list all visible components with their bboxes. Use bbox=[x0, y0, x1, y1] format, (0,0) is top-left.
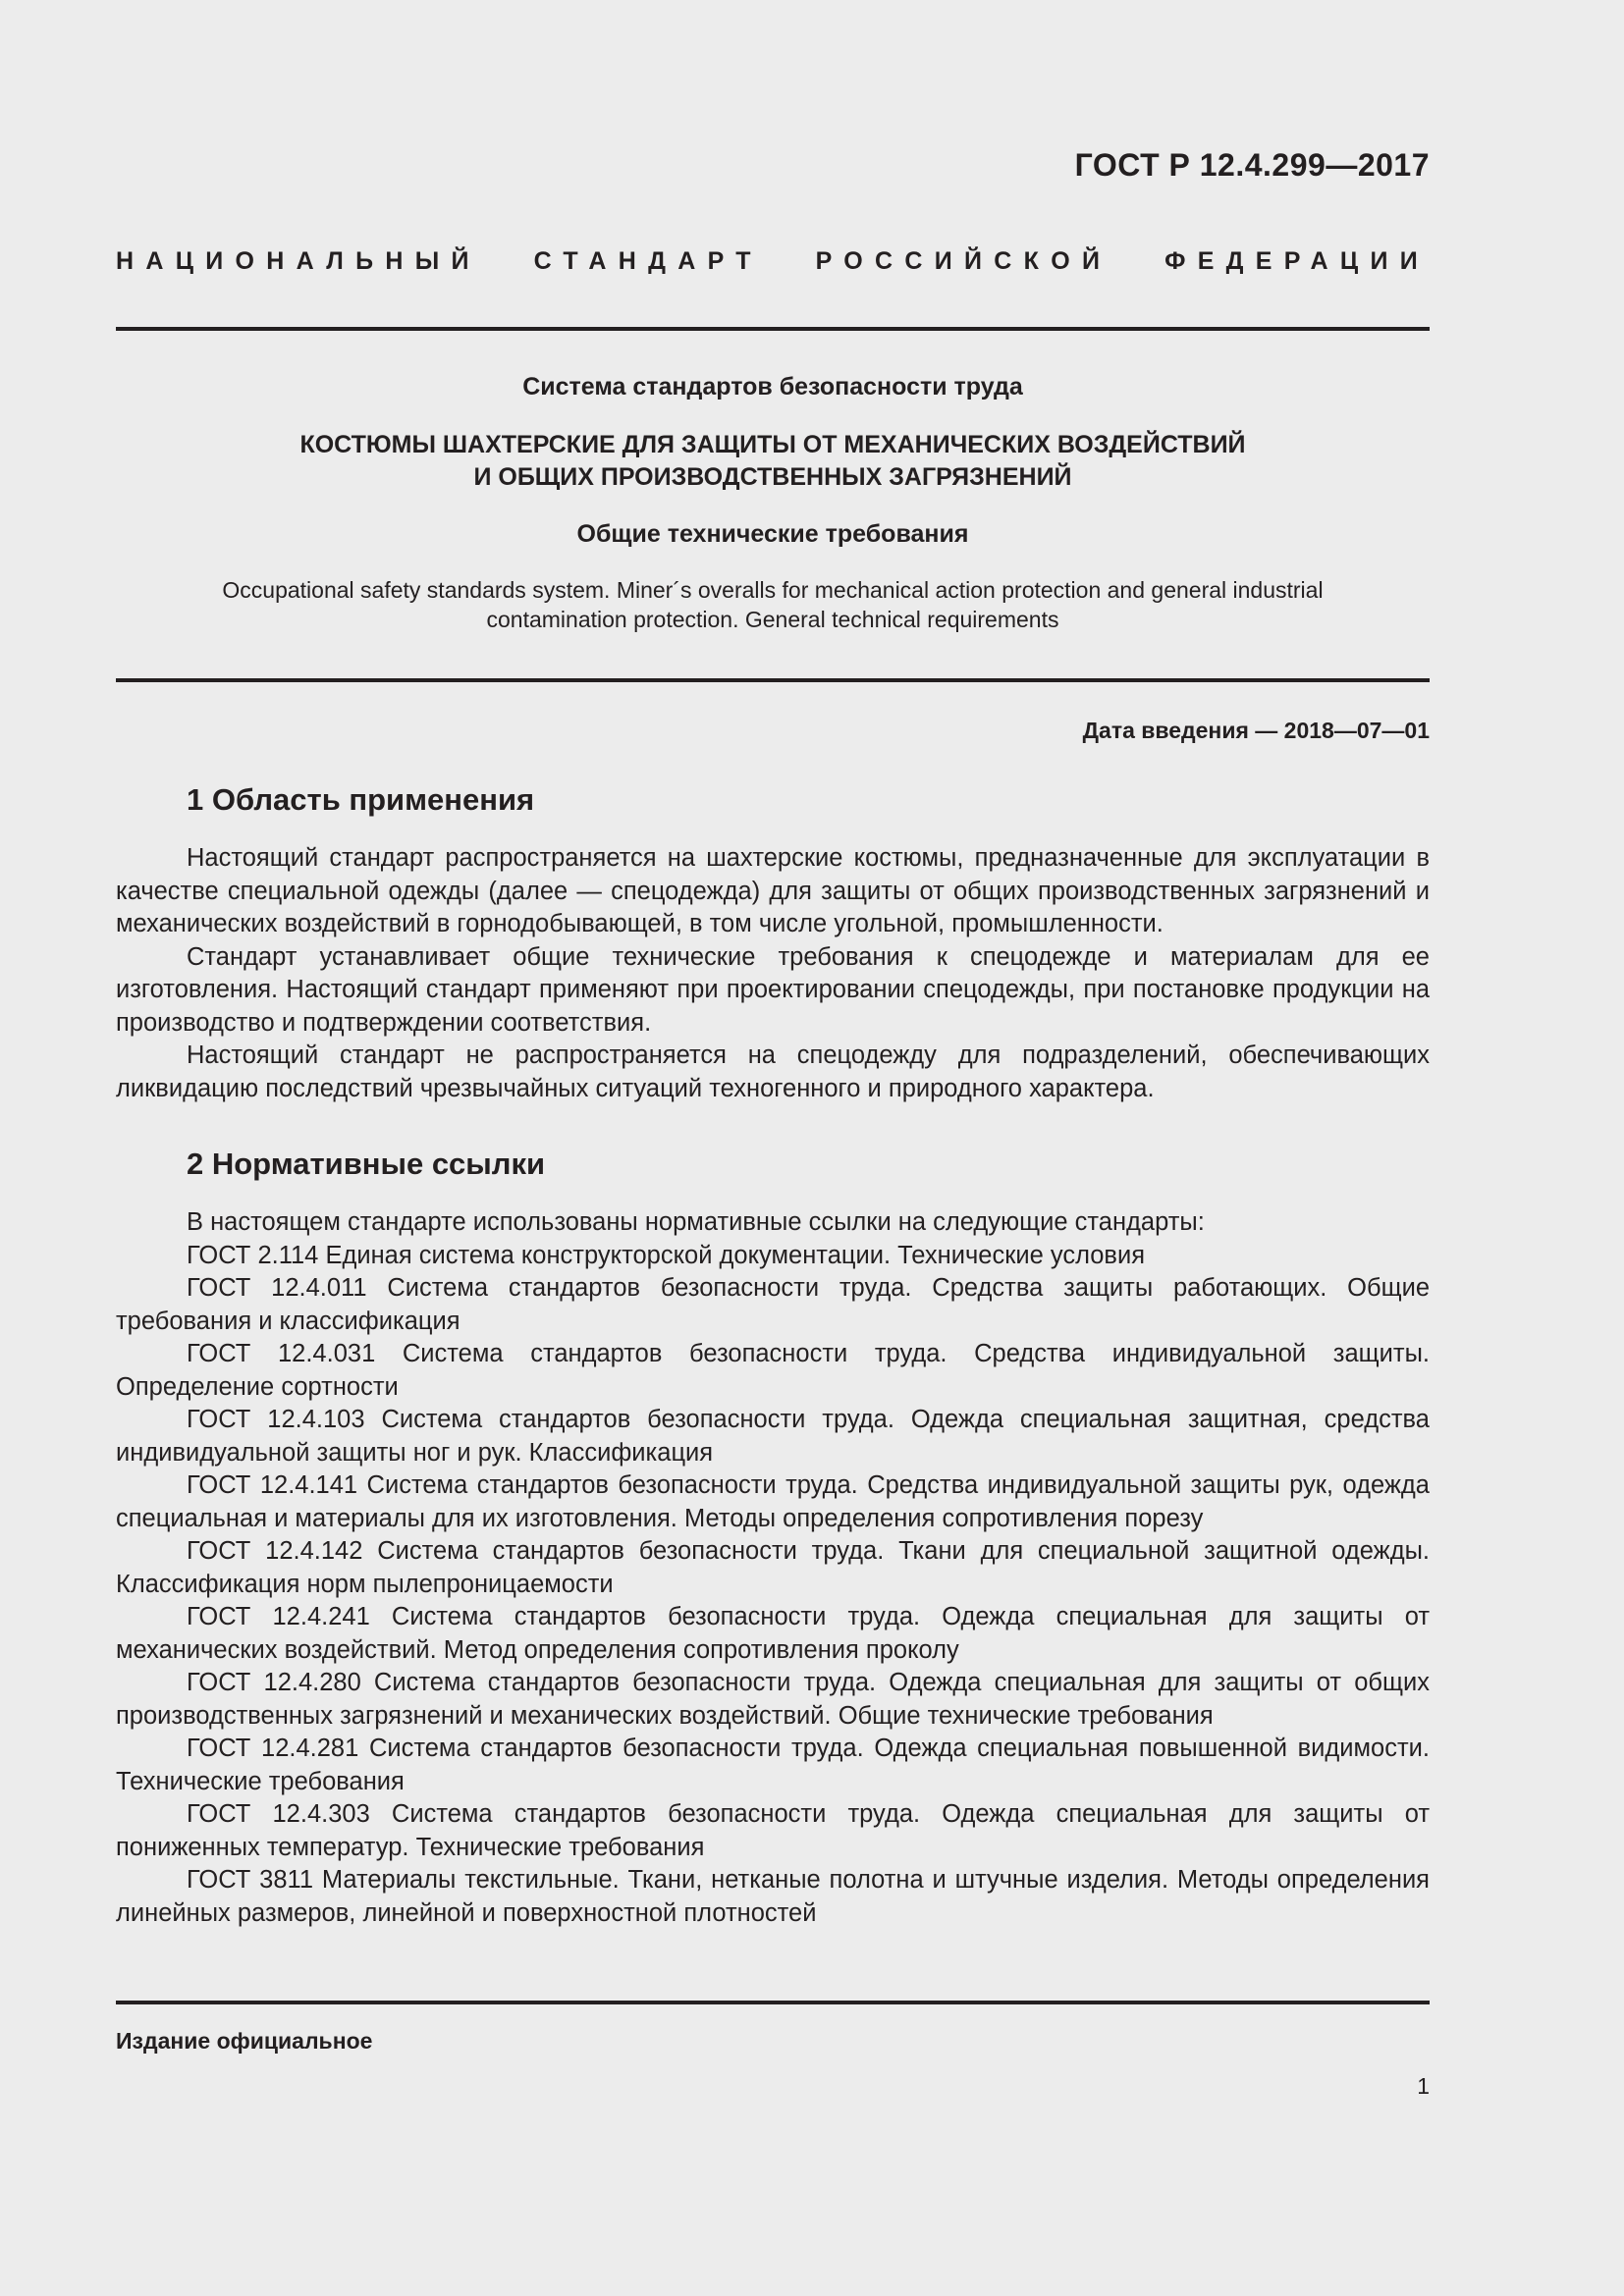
top-divider bbox=[116, 327, 1430, 331]
standards-series: Система стандартов безопасности труда bbox=[522, 373, 1023, 400]
document-subtitle: Общие технические требования bbox=[576, 520, 969, 548]
normative-reference: ГОСТ 12.4.031 Система стандартов безопасности труда. Средства индивидуальной защиты. Определение сортности bbox=[116, 1340, 1430, 1401]
document-title-line-2: И ОБЩИХ ПРОИЗВОДСТВЕННЫХ ЗАГРЯЗНЕНИЙ bbox=[473, 463, 1072, 491]
document-title bbox=[116, 429, 1430, 494]
national-standard-heading: НАЦИОНАЛЬНЫЙ СТАНДАРТ РОССИЙСКОЙ ФЕДЕРАЦИИ bbox=[116, 247, 1430, 275]
document-number: ГОСТ Р 12.4.299—2017 bbox=[1074, 147, 1430, 183]
normative-reference: ГОСТ 12.4.142 Система стандартов безопасности труда. Ткани для специальной защитной одежды. Классификация норм пылепроницаемости bbox=[116, 1537, 1430, 1598]
document-body bbox=[116, 780, 1430, 1930]
normative-reference: ГОСТ 2.114 Единая система конструкторской документации. Технические условия bbox=[187, 1241, 1146, 1269]
normative-reference: ГОСТ 12.4.303 Система стандартов безопасности труда. Одежда специальная для защиты от пониженных температур. Технические требования bbox=[116, 1800, 1430, 1861]
section-1-paragraph: Настоящий стандарт не распространяется на спецодежду для подразделений, обеспечивающих ликвидацию последствий чрезвычайных ситуаций техногенного и природного характера. bbox=[116, 1041, 1430, 1102]
document-page bbox=[116, 0, 1430, 2296]
page-number: 1 bbox=[1417, 2073, 1430, 2099]
normative-reference: ГОСТ 12.4.281 Система стандартов безопасности труда. Одежда специальная повышенной видимости. Технические требования bbox=[116, 1735, 1430, 1795]
normative-reference: ГОСТ 12.4.011 Система стандартов безопасности труда. Средства защиты работающих. Общие требования и классификация bbox=[116, 1274, 1430, 1335]
section-1-paragraph: Стандарт устанавливает общие технические требования к спецодежде и материалам для ее изготовления. Настоящий стандарт применяют при проектировании спецодежды, при постановке продукции на производство и подтверждении соответствия. bbox=[116, 942, 1430, 1037]
section-1-paragraph: Настоящий стандарт распространяется на шахтерские костюмы, предназначенные для эксплуатации в качестве специальной одежды (далее — спецодежда) для защиты от общих производственных загрязнений и механических воздействий в горнодобывающей, в том числе угольной, промышленности. bbox=[116, 844, 1430, 937]
section-spacer bbox=[116, 1105, 1430, 1145]
footer-divider bbox=[116, 2001, 1430, 2004]
normative-reference: ГОСТ 12.4.241 Система стандартов безопасности труда. Одежда специальная для защиты от механических воздействий. Метод определения сопротивления проколу bbox=[116, 1603, 1430, 1664]
introduction-date: Дата введения — 2018—07—01 bbox=[1082, 718, 1430, 743]
title-divider bbox=[116, 678, 1430, 682]
normative-reference: ГОСТ 12.4.141 Система стандартов безопасности труда. Средства индивидуальной защиты рук, одежда специальная и материалы для их изготовления. Методы определения сопротивления порезу bbox=[116, 1471, 1430, 1532]
normative-reference: ГОСТ 3811 Материалы текстильные. Ткани, нетканые полотна и штучные изделия. Методы определения линейных размеров, линейной и поверхностной плотностей bbox=[116, 1866, 1430, 1927]
document-title-line-1: КОСТЮМЫ ШАХТЕРСКИЕ ДЛЯ ЗАЩИТЫ ОТ МЕХАНИЧЕСКИХ ВОЗДЕЙСТВИЙ bbox=[299, 431, 1246, 458]
official-edition-label: Издание официальное bbox=[116, 2028, 373, 2054]
english-title bbox=[155, 575, 1390, 634]
section-2-paragraph: В настоящем стандарте использованы нормативные ссылки на следующие стандарты: bbox=[187, 1208, 1205, 1236]
section-1-title: 1 Область применения bbox=[187, 782, 535, 817]
english-title-line-2: contamination protection. General technical requirements bbox=[486, 607, 1059, 632]
normative-reference: ГОСТ 12.4.103 Система стандартов безопасности труда. Одежда специальная защитная, средства индивидуальной защиты ног и рук. Классификация bbox=[116, 1406, 1430, 1467]
section-2-title: 2 Нормативные ссылки bbox=[187, 1147, 546, 1181]
english-title-line-1: Occupational safety standards system. Miner´s overalls for mechanical action protection and general industrial bbox=[222, 577, 1324, 603]
normative-reference: ГОСТ 12.4.280 Система стандартов безопасности труда. Одежда специальная для защиты от общих производственных загрязнений и механических воздействий. Общие технические требования bbox=[116, 1669, 1430, 1730]
